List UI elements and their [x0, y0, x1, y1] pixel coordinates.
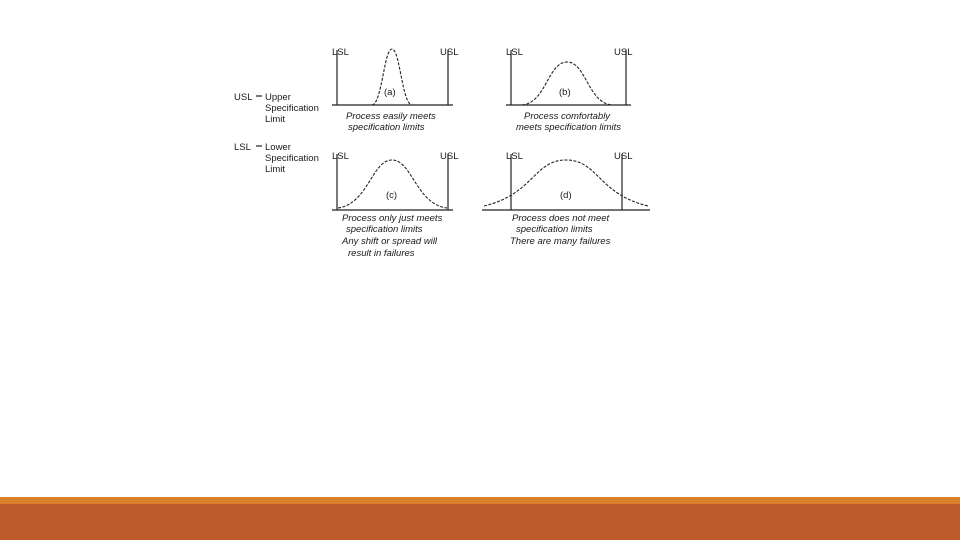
panel-a-lsl-label: LSL	[332, 47, 349, 58]
panel-b-caption-line-2: meets specification limits	[516, 122, 622, 133]
legend-lsl-line-3: Limit	[265, 164, 286, 175]
footer-band	[0, 504, 960, 540]
panel-c-caption-line-3: Any shift or spread will	[342, 236, 438, 247]
panel-c-caption-line-2: specification limits	[346, 224, 423, 235]
legend-usl-abbr: USL	[234, 92, 253, 103]
footer-accent-stripe	[0, 497, 960, 504]
panel-a-usl-label: USL	[440, 47, 459, 58]
legend-usl-line-3: Limit	[265, 114, 286, 125]
panel-a-caption-line-1: Process easily meets	[346, 111, 436, 122]
panel-b-usl-label: USL	[614, 47, 633, 58]
legend-lsl-abbr: LSL	[234, 142, 251, 153]
panel-b-caption-line-1: Process comfortably	[524, 111, 611, 122]
panel-b-distribution-curve	[522, 62, 612, 105]
panel-c-tag: (c)	[386, 190, 398, 201]
process-capability-figure	[234, 44, 650, 260]
legend-lsl-line-2: Specification	[265, 153, 319, 164]
panel-c-lsl-label: LSL	[332, 151, 349, 162]
panel-c-caption-line-1: Process only just meets	[342, 213, 443, 224]
panel-b-lsl-label: LSL	[506, 47, 523, 58]
panel-d-tag: (d)	[560, 190, 572, 201]
panel-b-tag: (b)	[559, 87, 571, 98]
panel-d-lsl-label: LSL	[506, 151, 523, 162]
panel-c-caption-line-4: result in failures	[348, 248, 415, 259]
panel-d-caption-line-1: Process does not meet	[512, 213, 610, 224]
legend-usl-line-2: Specification	[265, 103, 319, 114]
legend-lsl-line-1: Lower	[265, 142, 291, 153]
panel-d-usl-label: USL	[614, 151, 633, 162]
panel-d-caption-line-3: There are many failures	[510, 236, 611, 247]
panel-d	[482, 151, 650, 247]
panel-a-tag: (a)	[384, 87, 396, 98]
capability-diagram	[234, 44, 650, 260]
panel-a	[332, 47, 458, 133]
panel-c	[332, 151, 458, 259]
legend-usl-line-1: Upper	[265, 92, 291, 103]
panel-d-caption-line-2: specification limits	[516, 224, 593, 235]
panel-a-caption-line-2: specification limits	[348, 122, 425, 133]
panel-b	[506, 47, 632, 133]
panel-c-usl-label: USL	[440, 151, 459, 162]
